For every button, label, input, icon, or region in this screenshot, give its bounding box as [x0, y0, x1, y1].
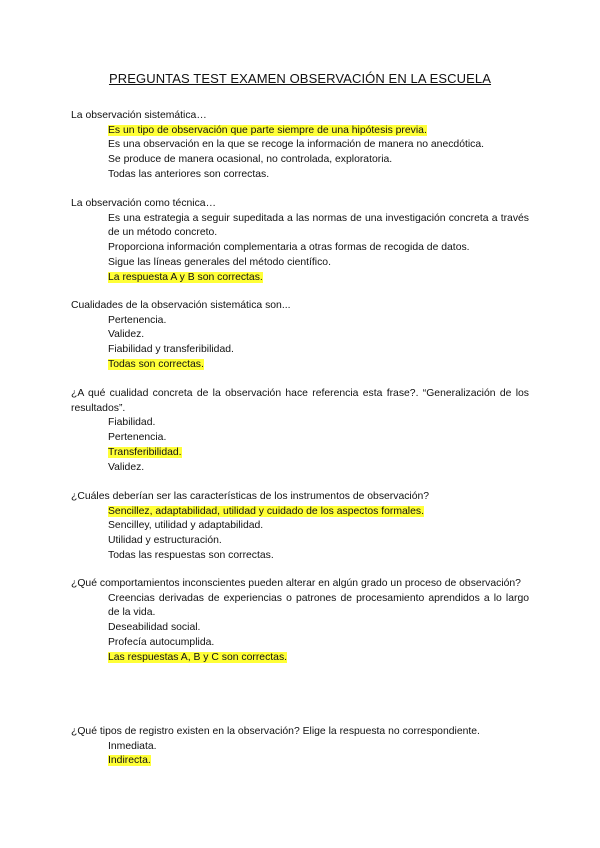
options-list [71, 416, 529, 475]
question-text: ¿Qué tipos de registro existen en la observación? Elige la respuesta no correspondiente. [71, 726, 480, 737]
options-list [71, 314, 529, 373]
option-b: Sencilley, utilidad y adaptabilidad. [108, 520, 264, 532]
highlighted-answer: Es un tipo de observación que parte siempre de una hipótesis previa. [108, 124, 427, 136]
options-list [71, 124, 529, 183]
option-b [108, 754, 529, 769]
option-d [108, 358, 529, 373]
question-block-1 [71, 109, 529, 183]
options-list [71, 592, 529, 666]
option-c: Profecía autocumplida. [108, 636, 215, 648]
options-list [71, 212, 529, 286]
option-d: Validez. [108, 461, 145, 473]
option-b: Validez. [108, 329, 145, 341]
option-a: Pertenencia. [108, 314, 167, 326]
question-block-7 [71, 725, 529, 769]
question-text: La observación como técnica… [71, 198, 216, 209]
question-block-2 [71, 197, 529, 285]
option-b: Proporciona información complementaria a otras formas de recogida de datos. [108, 242, 470, 254]
question-text: Cualidades de la observación sistemática son... [71, 300, 291, 311]
option-d: Todas las respuestas son correctas. [108, 549, 274, 561]
question-block-3 [71, 299, 529, 373]
option-a: Es una estrategia a seguir supeditada a las normas de una investigación concreta a través de un método concreto. [108, 212, 529, 239]
option-b: Deseabilidad social. [108, 622, 201, 634]
highlighted-answer: Indirecta. [108, 755, 151, 767]
question-block-4 [71, 387, 529, 475]
option-a [108, 505, 529, 520]
option-a: Inmediata. [108, 740, 157, 752]
question-text: ¿A qué cualidad concreta de la observación hace referencia esta frase?. “Generalización de los resultados”. [71, 388, 529, 414]
option-d: Todas las anteriores son correctas. [108, 168, 270, 180]
question-text: La observación sistemática… [71, 110, 207, 121]
question-text: ¿Cuáles deberían ser las características de los instrumentos de observación? [71, 491, 430, 502]
question-block-6 [71, 577, 529, 665]
option-a: Fiabilidad. [108, 417, 156, 429]
options-list [71, 740, 529, 769]
option-c: Se produce de manera ocasional, no controlada, exploratoria. [108, 154, 393, 166]
question-block-5 [71, 490, 529, 564]
highlighted-answer: Transferibilidad. [108, 446, 182, 458]
options-list [71, 505, 529, 564]
option-b: Es una observación en la que se recoge la información de manera no anecdótica. [108, 139, 485, 151]
option-d [108, 651, 529, 666]
question-text: ¿Qué comportamientos inconscientes pueden alterar en algún grado un proceso de observación? [71, 578, 521, 589]
option-d [108, 271, 529, 286]
highlighted-answer: Las respuestas A, B y C son correctas. [108, 651, 288, 663]
option-c [108, 446, 529, 461]
option-a [108, 124, 529, 139]
highlighted-answer: La respuesta A y B son correctas. [108, 271, 263, 283]
option-c: Fiabilidad y transferibilidad. [108, 344, 234, 356]
option-c: Sigue las líneas generales del método científico. [108, 256, 331, 268]
highlighted-answer: Todas son correctas. [108, 358, 204, 370]
option-b: Pertenencia. [108, 432, 167, 444]
option-c: Utilidad y estructuración. [108, 535, 222, 547]
page-title: PREGUNTAS TEST EXAMEN OBSERVACIÓN EN LA ESCUELA [108, 71, 492, 86]
highlighted-answer: Sencillez, adaptabilidad, utilidad y cuidado de los aspectos formales. [108, 505, 424, 517]
option-a: Creencias derivadas de experiencias o patrones de procesamiento aprendidos a lo largo de la vida. [108, 592, 529, 619]
